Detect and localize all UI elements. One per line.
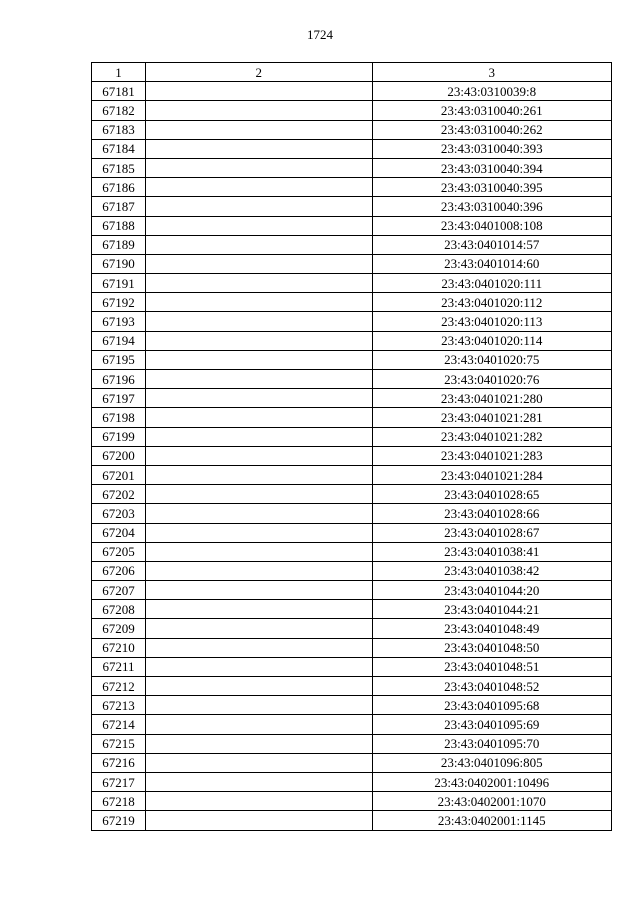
table-row bbox=[92, 638, 612, 657]
row-number-cell: 67216 bbox=[92, 753, 146, 772]
description-cell bbox=[146, 178, 372, 197]
row-number-cell: 67208 bbox=[92, 600, 146, 619]
table-row bbox=[92, 446, 612, 465]
row-number-cell: 67202 bbox=[92, 485, 146, 504]
row-number-cell: 67181 bbox=[92, 82, 146, 101]
cadastral-number-cell: 23:43:0310040:395 bbox=[372, 178, 611, 197]
row-number-cell: 67194 bbox=[92, 331, 146, 350]
description-cell bbox=[146, 523, 372, 542]
cadastral-number-cell: 23:43:0401020:75 bbox=[372, 350, 611, 369]
table-row bbox=[92, 542, 612, 561]
row-number-cell: 67190 bbox=[92, 254, 146, 273]
cadastral-number-cell: 23:43:0401020:111 bbox=[372, 274, 611, 293]
row-number-cell: 67188 bbox=[92, 216, 146, 235]
description-cell bbox=[146, 504, 372, 523]
description-cell bbox=[146, 331, 372, 350]
table-row bbox=[92, 158, 612, 177]
description-cell bbox=[146, 408, 372, 427]
table-row bbox=[92, 139, 612, 158]
row-number-cell: 67210 bbox=[92, 638, 146, 657]
cadastral-number-cell: 23:43:0401048:49 bbox=[372, 619, 611, 638]
cadastral-number-cell: 23:43:0402001:10496 bbox=[372, 772, 611, 791]
table-row bbox=[92, 82, 612, 101]
description-cell bbox=[146, 274, 372, 293]
description-cell bbox=[146, 389, 372, 408]
description-cell bbox=[146, 734, 372, 753]
description-cell bbox=[146, 370, 372, 389]
description-cell bbox=[146, 600, 372, 619]
table-row bbox=[92, 408, 612, 427]
row-number-cell: 67217 bbox=[92, 772, 146, 791]
page-number: 1724 bbox=[307, 27, 333, 42]
description-cell bbox=[146, 312, 372, 331]
cadastral-number-cell: 23:43:0401014:60 bbox=[372, 254, 611, 273]
description-cell bbox=[146, 772, 372, 791]
cadastral-number-cell: 23:43:0310040:262 bbox=[372, 120, 611, 139]
row-number-cell: 67214 bbox=[92, 715, 146, 734]
row-number-cell: 67193 bbox=[92, 312, 146, 331]
cadastral-number-cell: 23:43:0402001:1070 bbox=[372, 792, 611, 811]
table-row bbox=[92, 254, 612, 273]
description-cell bbox=[146, 677, 372, 696]
row-number-cell: 67182 bbox=[92, 101, 146, 120]
row-number-cell: 67207 bbox=[92, 581, 146, 600]
cadastral-number-cell: 23:43:0401008:108 bbox=[372, 216, 611, 235]
cadastral-number-cell: 23:43:0401038:41 bbox=[372, 542, 611, 561]
description-cell bbox=[146, 197, 372, 216]
cadastral-number-cell: 23:43:0401020:113 bbox=[372, 312, 611, 331]
row-number-cell: 67212 bbox=[92, 677, 146, 696]
row-number-cell: 67191 bbox=[92, 274, 146, 293]
cadastral-number-cell: 23:43:0310040:261 bbox=[372, 101, 611, 120]
description-cell bbox=[146, 293, 372, 312]
table-row bbox=[92, 715, 612, 734]
cadastral-number-cell: 23:43:0401095:70 bbox=[372, 734, 611, 753]
row-number-cell: 67183 bbox=[92, 120, 146, 139]
row-number-cell: 67189 bbox=[92, 235, 146, 254]
table-row bbox=[92, 178, 612, 197]
cadastral-number-cell: 23:43:0401048:50 bbox=[372, 638, 611, 657]
description-cell bbox=[146, 101, 372, 120]
table-row bbox=[92, 389, 612, 408]
table-row bbox=[92, 216, 612, 235]
table-row bbox=[92, 523, 612, 542]
description-cell bbox=[146, 82, 372, 101]
cadastral-number-cell: 23:43:0401038:42 bbox=[372, 561, 611, 580]
column-header-2: 2 bbox=[146, 63, 372, 82]
table-row bbox=[92, 504, 612, 523]
cadastral-number-cell: 23:43:0401014:57 bbox=[372, 235, 611, 254]
cadastral-table bbox=[91, 62, 612, 831]
description-cell bbox=[146, 753, 372, 772]
row-number-cell: 67197 bbox=[92, 389, 146, 408]
description-cell bbox=[146, 235, 372, 254]
cadastral-number-cell: 23:43:0401020:76 bbox=[372, 370, 611, 389]
row-number-cell: 67203 bbox=[92, 504, 146, 523]
table-row bbox=[92, 561, 612, 580]
table-row bbox=[92, 619, 612, 638]
table-row bbox=[92, 274, 612, 293]
table-row bbox=[92, 427, 612, 446]
row-number-cell: 67204 bbox=[92, 523, 146, 542]
description-cell bbox=[146, 542, 372, 561]
cadastral-number-cell: 23:43:0310040:393 bbox=[372, 139, 611, 158]
description-cell bbox=[146, 619, 372, 638]
cadastral-number-cell: 23:43:0401095:68 bbox=[372, 696, 611, 715]
cadastral-number-cell: 23:43:0401021:280 bbox=[372, 389, 611, 408]
row-number-cell: 67186 bbox=[92, 178, 146, 197]
description-cell bbox=[146, 120, 372, 139]
description-cell bbox=[146, 216, 372, 235]
row-number-cell: 67201 bbox=[92, 465, 146, 484]
table-row bbox=[92, 753, 612, 772]
cadastral-number-cell: 23:43:0401021:281 bbox=[372, 408, 611, 427]
row-number-cell: 67184 bbox=[92, 139, 146, 158]
table-row bbox=[92, 734, 612, 753]
row-number-cell: 67200 bbox=[92, 446, 146, 465]
table-row bbox=[92, 101, 612, 120]
table-row bbox=[92, 331, 612, 350]
row-number-cell: 67192 bbox=[92, 293, 146, 312]
column-header-3: 3 bbox=[372, 63, 611, 82]
description-cell bbox=[146, 696, 372, 715]
description-cell bbox=[146, 792, 372, 811]
table-row bbox=[92, 696, 612, 715]
row-number-cell: 67205 bbox=[92, 542, 146, 561]
description-cell bbox=[146, 465, 372, 484]
row-number-cell: 67213 bbox=[92, 696, 146, 715]
table-row bbox=[92, 677, 612, 696]
table-row bbox=[92, 772, 612, 791]
cadastral-number-cell: 23:43:0401048:52 bbox=[372, 677, 611, 696]
table-row bbox=[92, 465, 612, 484]
description-cell bbox=[146, 581, 372, 600]
cadastral-number-cell: 23:43:0401096:805 bbox=[372, 753, 611, 772]
cadastral-number-cell: 23:43:0401028:67 bbox=[372, 523, 611, 542]
cadastral-number-cell: 23:43:0401028:66 bbox=[372, 504, 611, 523]
cadastral-number-cell: 23:43:0401021:284 bbox=[372, 465, 611, 484]
cadastral-number-cell: 23:43:0401095:69 bbox=[372, 715, 611, 734]
table-row bbox=[92, 485, 612, 504]
cadastral-number-cell: 23:43:0401021:283 bbox=[372, 446, 611, 465]
table-row bbox=[92, 370, 612, 389]
description-cell bbox=[146, 715, 372, 734]
description-cell bbox=[146, 427, 372, 446]
cadastral-number-cell: 23:43:0401044:21 bbox=[372, 600, 611, 619]
table-row bbox=[92, 811, 612, 830]
cadastral-number-cell: 23:43:0310040:394 bbox=[372, 158, 611, 177]
cadastral-number-cell: 23:43:0401020:114 bbox=[372, 331, 611, 350]
cadastral-number-cell: 23:43:0402001:1145 bbox=[372, 811, 611, 830]
table-row bbox=[92, 350, 612, 369]
row-number-cell: 67206 bbox=[92, 561, 146, 580]
table-row bbox=[92, 792, 612, 811]
row-number-cell: 67198 bbox=[92, 408, 146, 427]
table-row bbox=[92, 293, 612, 312]
table-row bbox=[92, 312, 612, 331]
row-number-cell: 67187 bbox=[92, 197, 146, 216]
cadastral-number-cell: 23:43:0401048:51 bbox=[372, 657, 611, 676]
description-cell bbox=[146, 811, 372, 830]
cadastral-number-cell: 23:43:0310039:8 bbox=[372, 82, 611, 101]
table-row bbox=[92, 120, 612, 139]
row-number-cell: 67185 bbox=[92, 158, 146, 177]
description-cell bbox=[146, 254, 372, 273]
row-number-cell: 67199 bbox=[92, 427, 146, 446]
cadastral-number-cell: 23:43:0401021:282 bbox=[372, 427, 611, 446]
description-cell bbox=[146, 561, 372, 580]
row-number-cell: 67215 bbox=[92, 734, 146, 753]
table-row bbox=[92, 197, 612, 216]
description-cell bbox=[146, 446, 372, 465]
table-header-row bbox=[92, 63, 612, 82]
description-cell bbox=[146, 350, 372, 369]
cadastral-number-cell: 23:43:0401020:112 bbox=[372, 293, 611, 312]
row-number-cell: 67196 bbox=[92, 370, 146, 389]
table-row bbox=[92, 600, 612, 619]
description-cell bbox=[146, 139, 372, 158]
table-row bbox=[92, 581, 612, 600]
description-cell bbox=[146, 158, 372, 177]
table-row bbox=[92, 235, 612, 254]
row-number-cell: 67209 bbox=[92, 619, 146, 638]
column-header-1: 1 bbox=[92, 63, 146, 82]
cadastral-number-cell: 23:43:0401028:65 bbox=[372, 485, 611, 504]
row-number-cell: 67219 bbox=[92, 811, 146, 830]
row-number-cell: 67211 bbox=[92, 657, 146, 676]
cadastral-number-cell: 23:43:0310040:396 bbox=[372, 197, 611, 216]
description-cell bbox=[146, 638, 372, 657]
row-number-cell: 67195 bbox=[92, 350, 146, 369]
description-cell bbox=[146, 657, 372, 676]
table-body bbox=[92, 82, 612, 830]
table-row bbox=[92, 657, 612, 676]
row-number-cell: 67218 bbox=[92, 792, 146, 811]
cadastral-number-cell: 23:43:0401044:20 bbox=[372, 581, 611, 600]
description-cell bbox=[146, 485, 372, 504]
